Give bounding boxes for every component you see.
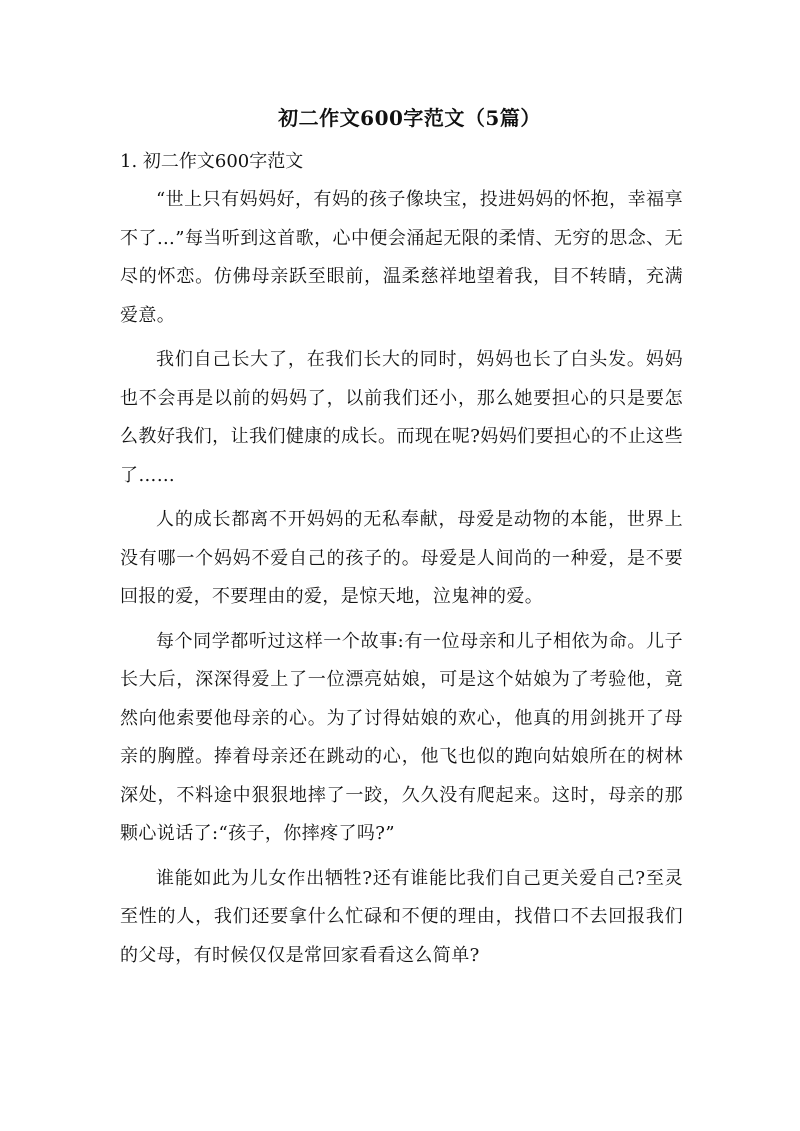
paragraph-3: 人的成长都离不开妈妈的无私奉献，母爱是动物的本能，世界上没有哪一个妈妈不爱自己的孩子的。母爱是人间尚的一种爱，是不要回报的爱，不要理由的爱，是惊天地，泣鬼神的爱。: [120, 509, 683, 607]
paragraph-1: “世上只有妈妈好，有妈的孩子像块宝，投进妈妈的怀抱，幸福享不了…”每当听到这首歌，心中便会涌起无限的柔情、无穷的思念、无尽的怀恋。仿佛母亲跃至眼前，温柔慈祥地望着我，目不转睛，充满爱意。: [120, 189, 683, 326]
paragraph-4: 每个同学都听过这样一个故事:有一位母亲和儿子相依为命。儿子长大后，深深得爱上了一位漂亮姑娘，可是这个姑娘为了考验他，竟然向他索要他母亲的心。为了讨得姑娘的欢心，他真的用剑挑开了母亲的胸膛。捧着母亲还在跳动的心，他飞也似的跑向姑娘所在的树林深处，不料途中狠狠地摔了一跤，久久没有爬起来。这时，母亲的那颗心说话了:“孩子，你摔疼了吗?”: [120, 630, 683, 844]
document-title: 初二作文600字范文（5篇）: [278, 106, 541, 130]
paragraph-2: 我们自己长大了，在我们长大的同时，妈妈也长了白头发。妈妈也不会再是以前的妈妈了，以前我们还小，那么她要担心的只是要怎么教好我们，让我们健康的成长。而现在呢?妈妈们要担心的不止这些了……: [120, 349, 683, 486]
section-heading: 1. 初二作文600字范文: [120, 151, 304, 172]
paragraph-5: 谁能如此为儿女作出牺牲?还有谁能比我们自己更关爱自己?至灵至性的人，我们还要拿什么忙碌和不便的理由，找借口不去回报我们的父母，有时候仅仅是常回家看看这么简单?: [120, 867, 683, 966]
